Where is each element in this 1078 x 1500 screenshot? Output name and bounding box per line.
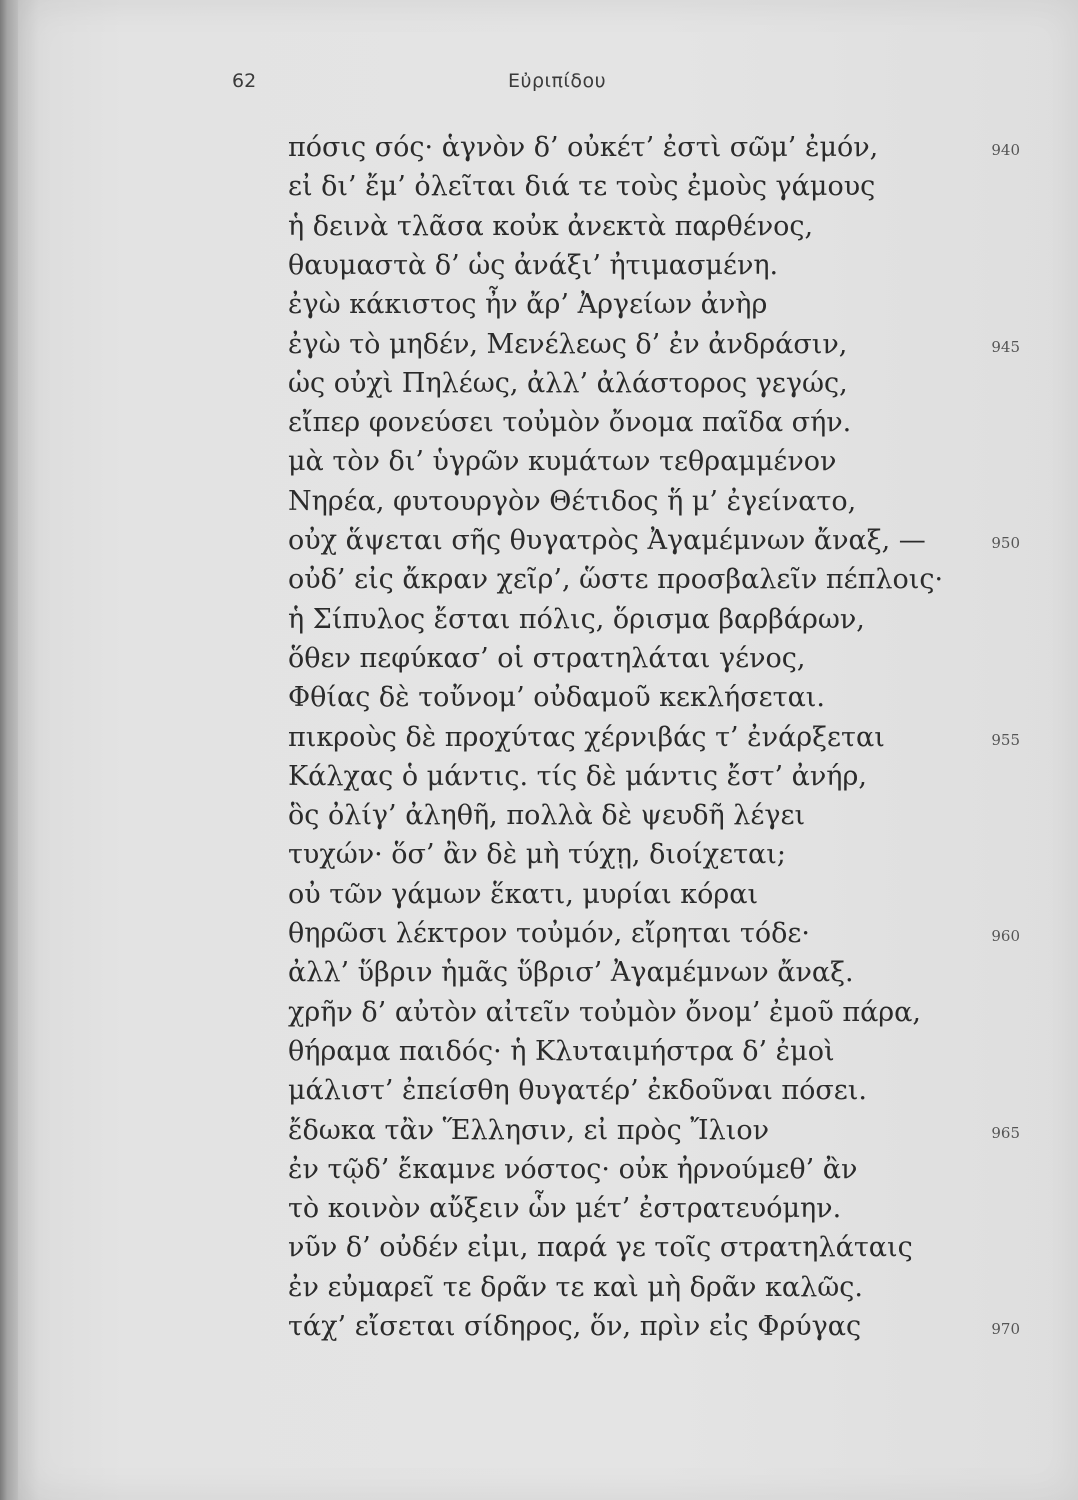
verse-line: ἡ δεινὰ τλᾶσα κοὐκ ἀνεκτὰ παρθένος, bbox=[288, 210, 814, 242]
verse-line: Νηρέα, φυτουργὸν Θέτιδος ἥ μ’ ἐγείνατο, bbox=[288, 485, 857, 517]
verse-line: ἔδωκα τἂν Ἕλλησιν, εἰ πρὸς Ἴλιον bbox=[288, 1114, 769, 1146]
verse-line: οὐδ’ εἰς ἄκραν χεῖρ’, ὥστε προσβαλεῖν πέπλοις· bbox=[288, 564, 944, 596]
line-number: 955 bbox=[991, 730, 1020, 749]
verse-line: ἐγὼ τὸ μηδέν, Μενέλεως δ’ ἐν ἀνδράσιν, bbox=[288, 328, 848, 360]
line-number: 950 bbox=[991, 534, 1020, 552]
line-number: 960 bbox=[991, 927, 1020, 945]
verse-line: πικροὺς δὲ προχύτας χέρνιβάς τ’ ἐνάρξεται bbox=[288, 721, 885, 753]
verse-line: τὸ κοινὸν αὔξειν ὧν μέτ’ ἐστρατευόμην. bbox=[288, 1193, 842, 1225]
verse-line: ἐν εὐμαρεῖ τε δρᾶν τε καὶ μὴ δρᾶν καλῶς. bbox=[288, 1271, 863, 1303]
verse-line: ὡς οὐχὶ Πηλέως, ἀλλ’ ἀλάστορος γεγώς, bbox=[288, 367, 848, 399]
verse-line: θηρῶσι λέκτρον τοὐμόν, εἴρηται τόδε· bbox=[288, 918, 810, 949]
running-head: Εὐριπίδου bbox=[508, 70, 607, 92]
verse-line: ἡ Σίπυλος ἔσται πόλις, ὅρισμα βαρβάρων, bbox=[288, 603, 865, 635]
verse-line: θαυμαστὰ δ’ ὡς ἀνάξι’ ἠτιμασμένη. bbox=[288, 249, 779, 281]
line-number: 940 bbox=[991, 141, 1020, 159]
verse-line: νῦν δ’ οὐδέν εἰμι, παρά γε τοῖς στρατηλάταις bbox=[288, 1232, 913, 1264]
verse-line: οὐ τῶν γάμων ἕκατι, μυρίαι κόραι bbox=[288, 878, 759, 910]
verse-line: ὃς ὀλίγ’ ἀληθῆ, πολλὰ δὲ ψευδῆ λέγει bbox=[288, 800, 806, 832]
page-number: 62 bbox=[232, 70, 257, 92]
verse-line: πόσις σός· ἁγνὸν δ’ οὐκέτ’ ἐστὶ σῶμ’ ἐμόν, bbox=[288, 132, 879, 163]
line-number: 970 bbox=[991, 1320, 1020, 1338]
verse-line: μάλιστ’ ἐπείσθη θυγατέρ’ ἐκδοῦναι πόσει. bbox=[288, 1075, 867, 1107]
line-number: 965 bbox=[991, 1123, 1020, 1142]
line-number: 945 bbox=[991, 337, 1020, 356]
verse-line: εἴπερ φονεύσει τοὐμὸν ὄνομα παῖδα σήν. bbox=[288, 407, 852, 439]
verse-line: οὐχ ἅψεται σῆς θυγατρὸς Ἀγαμέμνων ἄναξ, — bbox=[288, 525, 926, 556]
verse-line: Κάλχας ὁ μάντις. τίς δὲ μάντις ἔστ’ ἀνήρ, bbox=[288, 760, 867, 792]
verse-line: τάχ’ εἴσεται σίδηρος, ὅν, πρὶν εἰς Φρύγας bbox=[288, 1311, 862, 1342]
verse-line: ἀλλ’ ὕβριν ἡμᾶς ὕβρισ’ Ἀγαμέμνων ἄναξ. bbox=[288, 957, 854, 989]
verse-line: ἐγὼ κάκιστος ἦν ἄρ’ Ἀργείων ἀνὴρ bbox=[288, 289, 768, 321]
verse-line: θήραμα παιδός· ἡ Κλυταιμήστρα δ’ ἐμοὶ bbox=[288, 1035, 835, 1067]
verse-line: τυχών· ὅσ’ ἂν δὲ μὴ τύχῃ, διοίχεται; bbox=[288, 839, 786, 871]
verse-line: χρῆν δ’ αὐτὸν αἰτεῖν τοὐμὸν ὄνομ’ ἐμοῦ πάρα, bbox=[288, 996, 921, 1028]
verse-line: ἐν τῷδ’ ἔκαμνε νόστος· οὐκ ἠρνούμεθ’ ἂν bbox=[288, 1153, 858, 1185]
verse-line: εἰ δι’ ἔμ’ ὀλεῖται διά τε τοὺς ἐμοὺς γάμους bbox=[288, 171, 876, 203]
verse-line: Φθίας δὲ τοὔνομ’ οὐδαμοῦ κεκλήσεται. bbox=[288, 682, 825, 714]
verse-line: μὰ τὸν δι’ ὑγρῶν κυμάτων τεθραμμένον bbox=[288, 446, 837, 478]
verse-line: ὅθεν πεφύκασ’ οἱ στρατηλάται γένος, bbox=[288, 642, 806, 674]
